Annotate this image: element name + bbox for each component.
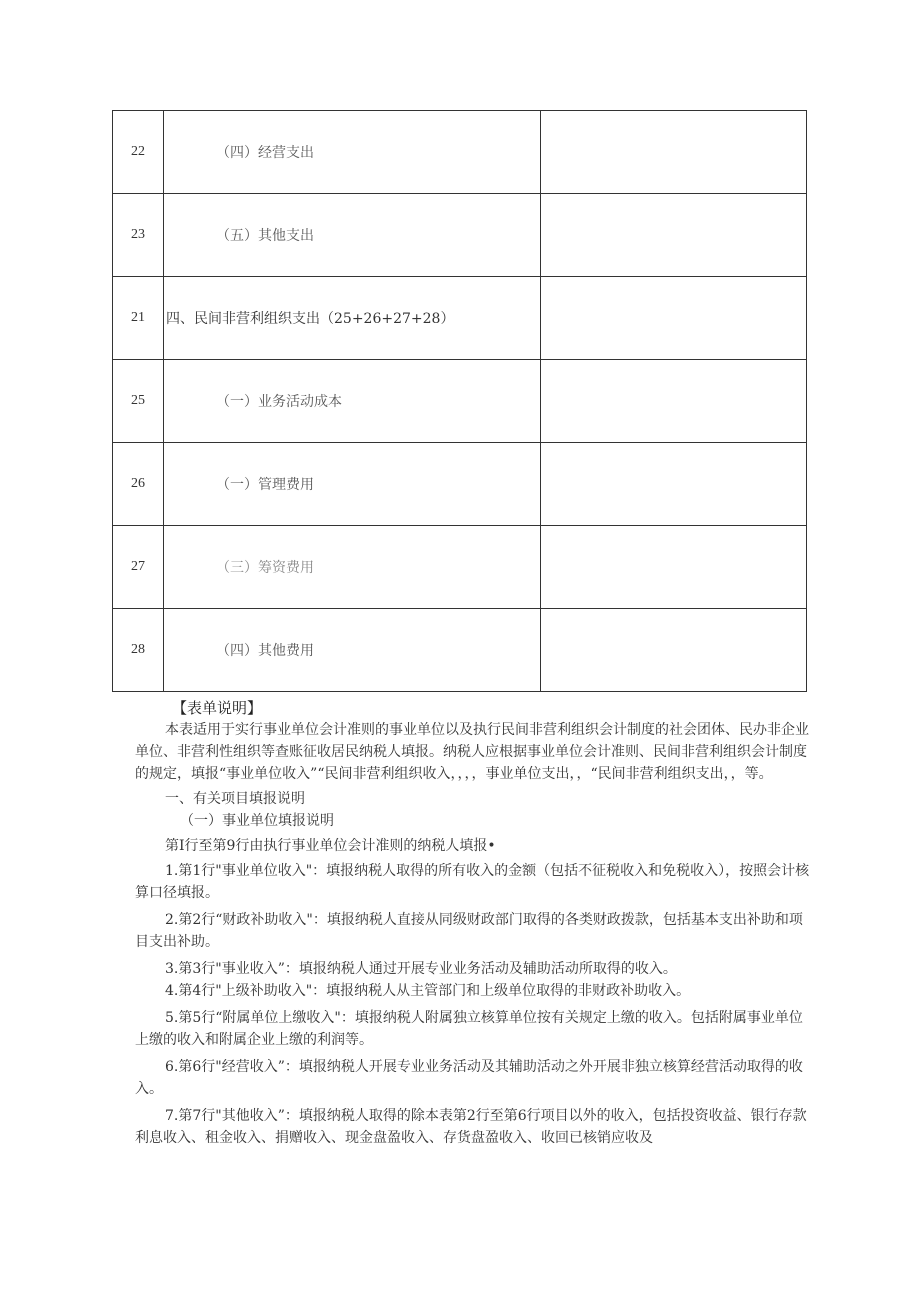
row-label-cell (164, 111, 541, 194)
note-item: 4.第4行"上级补助收入"：填报纳税人从主管部门和上级单位取得的非财政补助收入。 (165, 983, 691, 999)
row-label-cell (164, 526, 541, 609)
row-value (541, 609, 807, 692)
expense-table (112, 110, 807, 692)
table-row (113, 277, 807, 360)
notes-intro: 本表适用于实行事业单位会计准则的事业单位以及执行民间非营利组织会计制度的社会团体、民办非企业单位、非营利性组织等查账征收居民纳税人填报。纳税人应根据事业单位会计准则、民间非营利组织会计制度的规定，填报“事业单位收入”“民间非营利组织收入，，，，事业单位支出，，“民间非营利组织支出，，等。 (135, 722, 809, 782)
note-item: 6.第6行"经营收入”：填报纳税人开展专业业务活动及其辅助活动之外开展非独立核算经营活动取得的收入。 (135, 1059, 803, 1097)
rows-note: 第I行至第9行由执行事业单位会计准则的纳税人填报• (165, 838, 496, 854)
table-row (113, 443, 807, 526)
row-number: 26 (113, 443, 164, 526)
row-value (541, 277, 807, 360)
row-label: （一）业务活动成本 (216, 394, 342, 410)
row-label-cell (164, 360, 541, 443)
row-value (541, 194, 807, 277)
row-number: 27 (113, 526, 164, 609)
row-number: 22 (113, 111, 164, 194)
row-label: （一）管理费用 (216, 477, 314, 493)
table-row (113, 526, 807, 609)
row-label: （三）筹资费用 (216, 560, 314, 576)
note-item: 5.第5行“附属单位上缴收入"：填报纳税人附属独立核算单位按有关规定上缴的收入。包括附属事业单位上缴的收入和附属企业上缴的利润等。 (135, 1010, 803, 1048)
note-item: 7.第7行"其他收入”：填报纳税人取得的除本表第2行至第6行项目以外的收入，包括投资收益、银行存款利息收入、租金收入、捐赠收入、现金盘盈收入、存货盘盈收入、收回已核销应收及 (135, 1108, 807, 1146)
row-value (541, 111, 807, 194)
form-notes (135, 697, 815, 1149)
row-label-cell (164, 443, 541, 526)
row-number: 21 (113, 277, 164, 360)
row-value (541, 526, 807, 609)
note-item: 1.第1行"事业单位收入"：填报纳税人取得的所有收入的金额（包括不征税收入和免税收入），按照会计核算口径填报。 (135, 863, 810, 901)
note-item: 2.第2行“财政补助收入"：填报纳税人直接从同级财政部门取得的各类财政拨款，包括基本支出补助和项目支出补助。 (135, 912, 803, 950)
note-item: 3.第3行"事业收入”：填报纳税人通过开展专业业务活动及辅助活动所取得的收入。 (165, 961, 677, 977)
table-row (113, 194, 807, 277)
row-label-cell (164, 277, 541, 360)
table-row (113, 360, 807, 443)
row-label-cell (164, 609, 541, 692)
section-heading: 一、有关项目填报说明 (165, 791, 305, 807)
row-label: （四）经营支出 (216, 145, 314, 161)
row-value (541, 443, 807, 526)
row-label-cell (164, 194, 541, 277)
row-label: 四、民间非营利组织支出（25+26+27+28） (166, 311, 455, 327)
table-row (113, 111, 807, 194)
notes-title: 【表单说明】 (172, 699, 263, 717)
row-label: （五）其他支出 (216, 228, 314, 244)
row-number: 25 (113, 360, 164, 443)
row-value (541, 360, 807, 443)
row-label: （四）其他费用 (216, 643, 314, 659)
table-row (113, 609, 807, 692)
subsection-heading: （一）事业单位填报说明 (180, 813, 334, 829)
row-number: 28 (113, 609, 164, 692)
row-number: 23 (113, 194, 164, 277)
